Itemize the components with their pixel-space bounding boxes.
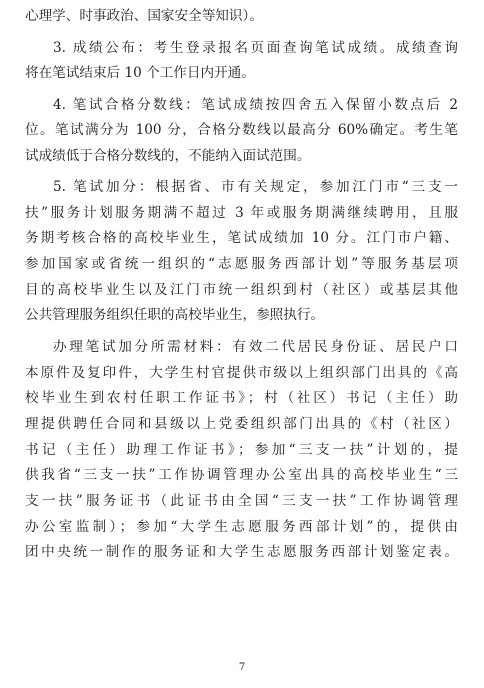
text-line: 支一扶”服务证书（此证书由全国“三支一扶”工作协调管理 — [25, 493, 458, 509]
text-line: 公共管理服务组织任职的高校毕业生，参照执行。 — [25, 307, 325, 323]
text-line: 将在笔试结束后 10 个工作日内开通。 — [25, 65, 255, 81]
text-line: 5. 笔试加分：根据省、市有关规定，参加江门市“三支一 — [53, 179, 458, 195]
page-number: 7 — [238, 662, 246, 673]
text-line: 供我省“三支一扶”工作协调管理办公室出具的高校毕业生“三 — [25, 467, 458, 483]
text-line: 书记（主任）助理工作证书》；参加“三支一扶”计划的，提 — [25, 442, 458, 458]
text-line: 目的高校毕业生以及江门市统一组织到村（社区）或基层其他 — [25, 282, 458, 298]
text-line: 办理笔试加分所需材料：有效二代居民身份证、居民户口 — [53, 339, 458, 355]
text-line: 3. 成绩公布：考生登录报名页面查询笔试成绩。成绩查询 — [53, 40, 458, 56]
text-line: 参加国家或省统一组织的“志愿服务西部计划”等服务基层项 — [25, 256, 458, 272]
text-line: 位。笔试满分为 100 分，合格分数线以最高分 60%确定。考生笔 — [25, 122, 458, 138]
text-line: 理提供聘任合同和县级以上党委组织部门出具的《村（社区） — [25, 416, 458, 432]
text-line: 校毕业生到农村任职工作证书》；村（社区）书记（主任）助 — [25, 390, 458, 406]
text-line: 团中央统一制作的服务证和大学生志愿服务西部计划鉴定表。 — [25, 544, 458, 560]
text-line: 扶”服务计划服务期满不超过 3 年或服务期满继续聘用，且服 — [25, 205, 458, 221]
text-line: 本原件及复印件，大学生村官提供市级以上组织部门出具的《高 — [25, 365, 458, 381]
text-line: 务期考核合格的高校毕业生，笔试成绩加 10 分。江门市户籍、 — [25, 230, 458, 246]
text-line: 办公室监制）；参加“大学生志愿服务西部计划”的，提供由 — [25, 519, 458, 535]
text-line: 心理学、时事政治、国家安全等知识）。 — [25, 8, 263, 24]
text-line: 试成绩低于合格分数线的，不能纳入面试范围。 — [25, 148, 311, 164]
text-line: 4. 笔试合格分数线：笔试成绩按四舍五入保留小数点后 2 — [53, 97, 458, 113]
